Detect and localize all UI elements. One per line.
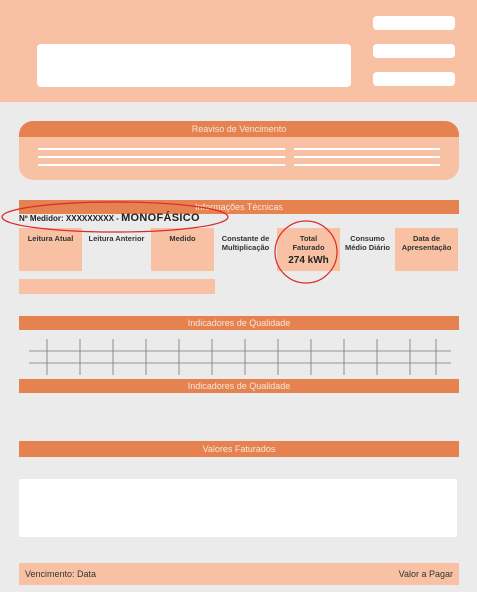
indicadores-title-1: Indicadores de Qualidade (19, 316, 459, 330)
total-value: 274 kWh (288, 255, 329, 266)
medidor-tipo: MONOFÁSICO (121, 212, 200, 224)
reaviso-title: Reaviso de Vencimento (19, 121, 459, 137)
valores-box (19, 479, 457, 537)
footer-valor: Valor a Pagar (398, 569, 453, 579)
footer-vencimento: Vencimento: Data (25, 569, 97, 579)
col-medido: Medido (169, 234, 196, 243)
col-total: Total Faturado (292, 234, 325, 252)
footer-bar (19, 563, 459, 585)
indicadores-title-2: Indicadores de Qualidade (19, 379, 459, 393)
col-data: Data de Apresentação (401, 234, 452, 252)
medidor-prefix: Nº Medidor: XXXXXXXXX - (19, 214, 122, 223)
col-leitura-anterior: Leitura Anterior (88, 234, 145, 243)
col-constante: Constante de Multiplicação (221, 234, 270, 252)
col-leitura-atual: Leitura Atual (27, 234, 74, 243)
col-consumo: Consumo Médio Diário (344, 234, 390, 252)
valores-title: Valores Faturados (19, 441, 459, 457)
informacoes-title: Informações Técnicas (19, 200, 459, 214)
